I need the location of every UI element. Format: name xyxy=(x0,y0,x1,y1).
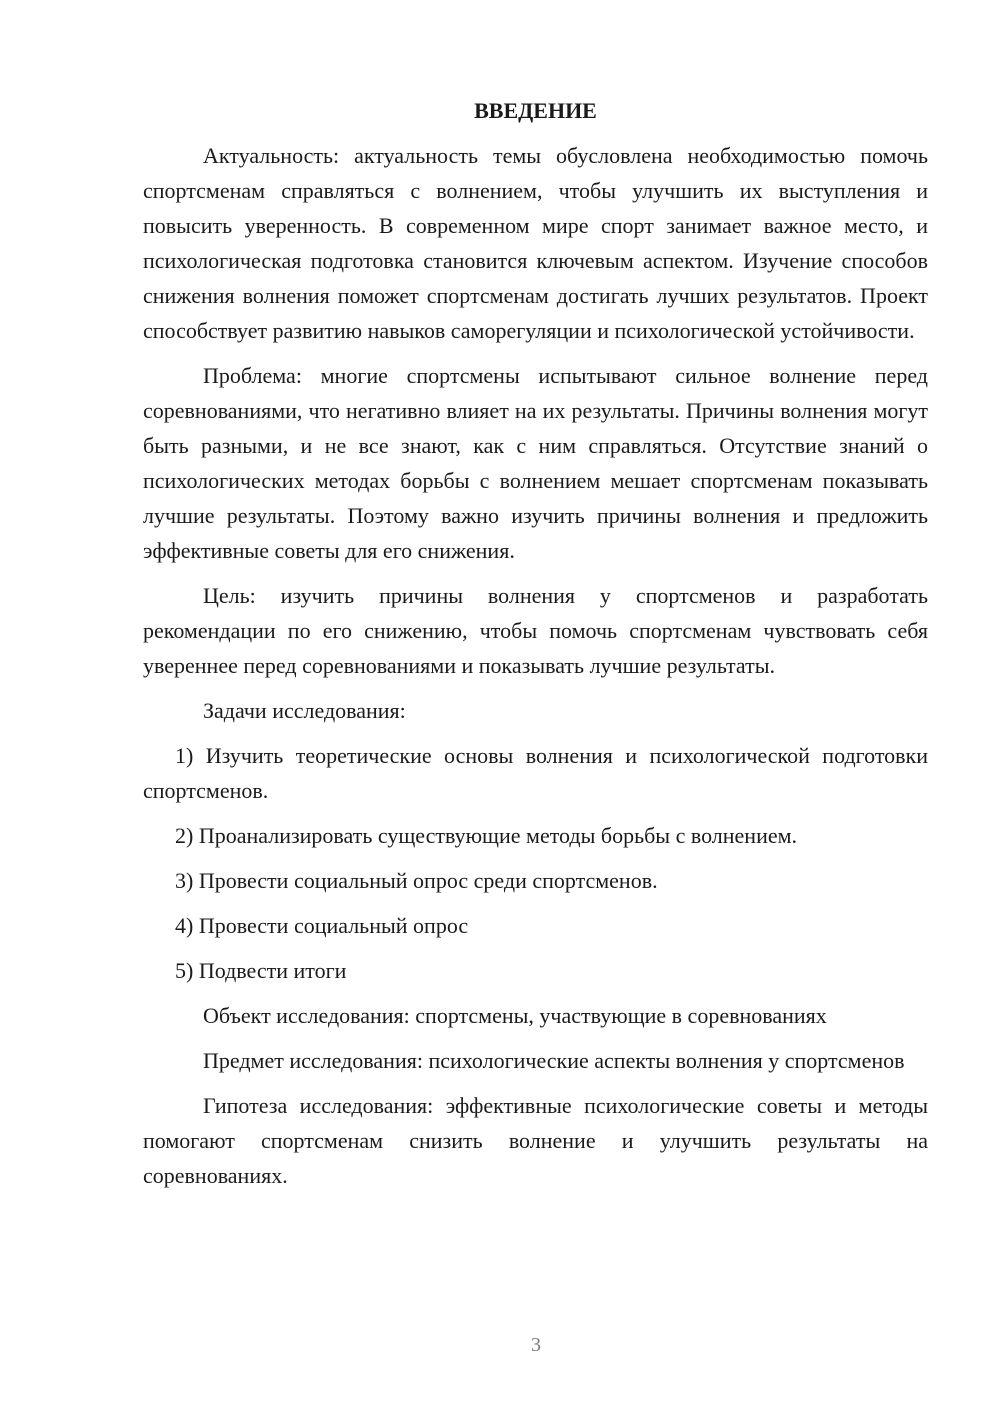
page-number: 3 xyxy=(531,1334,541,1356)
page-content xyxy=(143,93,928,1193)
tasks-title: Задачи исследования: xyxy=(203,698,406,723)
task-item-3: 3) Провести социальный опрос среди спортсменов. xyxy=(175,868,658,893)
object-paragraph: Объект исследования: спортсмены, участвующие в соревнованиях xyxy=(203,1003,827,1028)
problem-paragraph: Проблема: многие спортсмены испытывают сильное волнение перед соревнованиями, что негативно влияет на их результаты. Причины волнения могут быть разными, и не все знают, как с ним справляться. Отсутствие знаний о психологических методах борьбы с волнением мешает спортсменам показывать лучшие результаты. Поэтому важно изучить причины волнения и предложить эффективные советы для его снижения. xyxy=(143,363,928,563)
task-item-5: 5) Подвести итоги xyxy=(175,958,347,983)
relevance-paragraph: Актуальность: актуальность темы обусловлена необходимостью помочь спортсменам справляться с волнением, чтобы улучшить их выступления и повысить уверенность. В современном мире спорт занимает важное место, и психологическая подготовка становится ключевым аспектом. Изучение способов снижения волнения поможет спортсменам достигать лучших результатов. Проект способствует развитию навыков саморегуляции и психологической устойчивости. xyxy=(143,143,928,343)
task-item-4: 4) Провести социальный опрос xyxy=(175,913,469,938)
goal-paragraph: Цель: изучить причины волнения у спортсменов и разработать рекомендации по его снижению, чтобы помочь спортсменам чувствовать себя увереннее перед соревнованиями и показывать лучшие результаты. xyxy=(143,583,928,678)
section-heading: ВВЕДЕНИЕ xyxy=(474,98,597,123)
subject-paragraph: Предмет исследования: психологические аспекты волнения у спортсменов xyxy=(203,1048,905,1073)
task-item-2: 2) Проанализировать существующие методы борьбы с волнением. xyxy=(175,823,798,848)
task-item-1: 1) Изучить теоретические основы волнения и психологической подготовки спортсменов. xyxy=(143,743,928,803)
hypothesis-paragraph: Гипотеза исследования: эффективные психологические советы и методы помогают спортсменам снизить волнение и улучшить результаты на соревнованиях. xyxy=(143,1093,928,1188)
